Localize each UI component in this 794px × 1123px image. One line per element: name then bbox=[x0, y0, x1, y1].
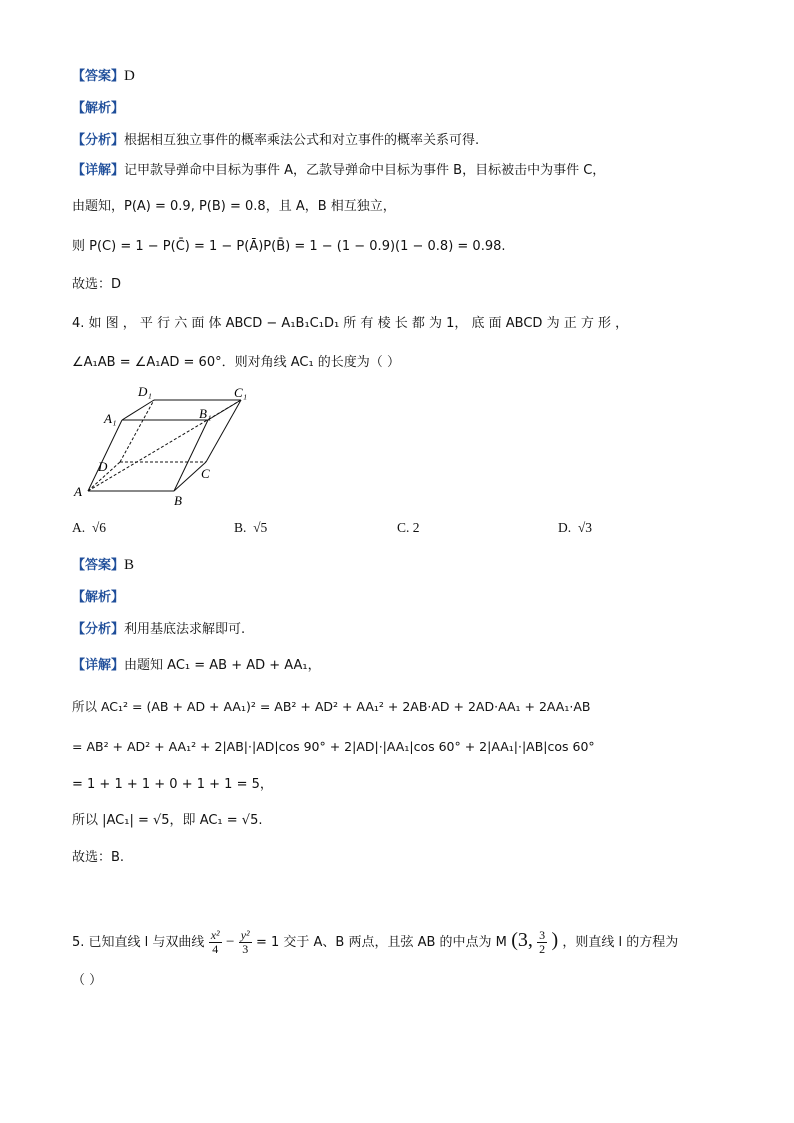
detail-line5-q4 bbox=[72, 810, 263, 831]
option-d: D. √3 bbox=[558, 520, 593, 535]
label-C1: C₁ bbox=[234, 385, 248, 400]
question-5-paren bbox=[72, 970, 102, 991]
select-text: 故选：D bbox=[72, 277, 122, 292]
answer-tag: 【答案】 bbox=[72, 558, 125, 573]
detail-line1-q3 bbox=[72, 160, 605, 181]
detail-tag: 【详解】 bbox=[72, 658, 125, 673]
detail-text: 由题知，P(A) = 0.9, P(B) = 0.8，且 A，B 相互独立， bbox=[72, 199, 396, 214]
fenxi-line-q3 bbox=[72, 130, 479, 151]
fenxi-line-q4 bbox=[72, 619, 245, 640]
option-b: B. √5 bbox=[234, 520, 268, 535]
detail-line4-q4 bbox=[72, 774, 273, 795]
detail-line3-q4 bbox=[72, 737, 595, 757]
label-A: A bbox=[74, 484, 82, 499]
question-4-stem-line2 bbox=[72, 352, 400, 373]
answer-value: D bbox=[124, 68, 135, 84]
fraction-3-over-2: $\frac{3}{2}$ bbox=[539, 928, 546, 956]
answer-line-q4 bbox=[72, 555, 134, 576]
label-B: B bbox=[174, 493, 182, 508]
option-c: C. 2 bbox=[397, 520, 420, 535]
detail-text: 所以 AC₁² = (AB + AD + AA₁)² = AB² + AD² + AA₁² + 2AB·AD + 2AD·AA₁ + 2AA₁·AB bbox=[72, 699, 591, 714]
answer-value: B bbox=[124, 557, 135, 573]
detail-line2-q4 bbox=[72, 697, 590, 717]
detail-text: 则 P(C) = 1 − P(C̄) = 1 − P(Ā)P(B̄) = 1 − (1 − 0.9)(1 − 0.8) = 0.98. bbox=[72, 239, 506, 254]
detail-line3-q3 bbox=[72, 236, 506, 257]
detail-line1-q4 bbox=[72, 655, 321, 676]
fenxi-text: 利用基底法求解即可. bbox=[124, 622, 246, 637]
select-line-q4 bbox=[72, 847, 124, 868]
select-line-q3 bbox=[72, 274, 121, 295]
parallelepiped-figure bbox=[66, 378, 266, 508]
fenxi-text: 根据相互独立事件的概率乘法公式和对立事件的概率关系可得. bbox=[124, 133, 480, 148]
label-A1: A₁ bbox=[104, 411, 117, 426]
detail-tag: 【详解】 bbox=[72, 163, 125, 178]
stem-text: ，则直线 l 的方程为 bbox=[562, 935, 679, 950]
detail-text: = 1 + 1 + 1 + 0 + 1 + 1 = 5， bbox=[72, 777, 273, 792]
detail-text: 所以 |AC₁| = √5，即 AC₁ = √5. bbox=[72, 813, 263, 828]
stem-text: ∠A₁AB = ∠A₁AD = 60°．则对角线 AC₁ 的长度为（ ） bbox=[72, 355, 400, 370]
analysis-heading-q3 bbox=[72, 98, 124, 119]
detail-text: = AB² + AD² + AA₁² + 2|AB|·|AD|cos 90° + 2|AD|·|AA₁|cos 60° + 2|AA₁|·|AB|cos 60° bbox=[72, 739, 595, 754]
label-B1: B₁ bbox=[199, 406, 212, 421]
fenxi-tag: 【分析】 bbox=[72, 622, 125, 637]
stem-text: 4. 如 图 ， 平 行 六 面 体 ABCD − A₁B₁C₁D₁ 所 有 棱 长 都 为 1， 底 面 ABCD 为 正 方 形 ， bbox=[72, 316, 629, 331]
fraction-y2-over-3: $\frac{\text{y²}}{3}$ bbox=[240, 928, 250, 956]
detail-line2-q3 bbox=[72, 196, 396, 217]
analysis-tag: 【解析】 bbox=[72, 590, 125, 605]
label-D: D bbox=[98, 459, 108, 474]
option-a: A. √6 bbox=[72, 520, 107, 535]
question-4-stem-line1 bbox=[72, 313, 628, 334]
question-5-stem bbox=[72, 925, 678, 958]
detail-text: 记甲款导弹命中目标为事件 A，乙款导弹命中目标为事件 B，目标被击中为事件 C， bbox=[124, 163, 606, 178]
fenxi-tag: 【分析】 bbox=[72, 133, 125, 148]
detail-text: 由题知 AC₁ = AB + AD + AA₁， bbox=[124, 658, 321, 673]
fraction-x2-over-4: $\frac{\text{x²}}{4}$ bbox=[210, 928, 220, 956]
analysis-heading-q4 bbox=[72, 587, 124, 608]
select-text: 故选：B. bbox=[72, 850, 125, 865]
paren-text: （ ） bbox=[72, 973, 103, 988]
analysis-tag: 【解析】 bbox=[72, 101, 125, 116]
point-close: ) bbox=[551, 929, 559, 951]
answer-tag: 【答案】 bbox=[72, 69, 125, 84]
label-D1: D₁ bbox=[138, 384, 152, 399]
answer-line-q3 bbox=[72, 66, 135, 87]
minus-sign: − bbox=[225, 934, 235, 950]
label-C: C bbox=[201, 466, 210, 481]
stem-text: 5. 已知直线 l 与双曲线 bbox=[72, 935, 205, 950]
stem-text: = 1 交于 A、B 两点，且弦 AB 的中点为 M bbox=[255, 935, 507, 950]
point-open: (3, bbox=[511, 929, 533, 951]
